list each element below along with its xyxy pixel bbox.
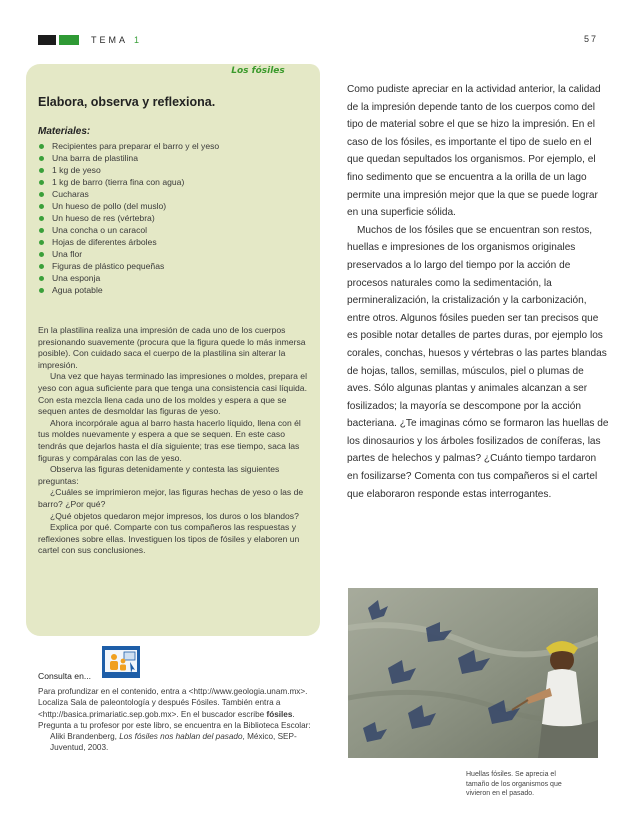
activity-title: Elabora, observa y reflexiona. <box>38 95 216 109</box>
list-item: Una flor <box>38 248 219 260</box>
page-number: 57 <box>583 34 598 44</box>
instruction-question: ¿Cuáles se imprimieron mejor, las figuras hechas de yeso o las de barro? ¿Por qué? <box>38 487 304 509</box>
list-item: Hojas de diferentes árboles <box>38 236 219 248</box>
consulta-punct: . <box>292 709 295 719</box>
consulta-reference <box>38 731 318 754</box>
consulta-text <box>38 686 318 720</box>
list-item: 1 kg de barro (tierra fina con agua) <box>38 176 219 188</box>
list-item: Cucharas <box>38 188 219 200</box>
main-paragraph: Muchos de los fósiles que se encuentran son restos, huellas e impresiones de los organismos originales preservados a lo largo del tiempo por la acción de procesos naturales como la sedimentación, la permineralización, la cristalización y la carbonización, entre otros. Algunos fósiles pueden ser tan precisos que es posible notar detalles de partes duras, por ejemplo los corales, conchas, huesos y vértebras o las partes blandas de hojas, tallos, semillas, músculos, piel o plumas de aves. Sólo algunas plantas y animales alcanzan a ser fosilizados; la mayoría se descompone por la acción bacteriana. ¿Te imaginas cómo se formaron las huellas de los dinosaurios y los árboles fosilizados de coníferas, las partes de helechos y palmas? ¿Cuánto tiempo tardaron en fosilizarse? Comenta con tus compañeros si el cartel que elaboraron responde estas interrogantes. <box>347 224 609 500</box>
header-tema-number: 1 <box>134 35 142 45</box>
caption-line: vivieron en el pasado. <box>466 790 535 798</box>
list-item: Un hueso de res (vértebra) <box>38 212 219 224</box>
list-item: Un hueso de pollo (del muslo) <box>38 200 219 212</box>
consulta-label: Consulta en... <box>38 671 92 681</box>
list-item: Una esponja <box>38 272 219 284</box>
consulta-keyword: fósiles <box>266 709 293 719</box>
instruction-paragraph: Observa las figuras detenidamente y contesta las siguientes preguntas: <box>38 464 280 486</box>
fossil-footprints-illustration <box>348 588 598 758</box>
header-black-bar <box>38 35 56 45</box>
list-item: Una concha o un caracol <box>38 224 219 236</box>
ref-title: Los fósiles nos hablan del pasado <box>119 732 243 742</box>
activity-tab-title: Los fósiles <box>231 66 285 76</box>
instruction-question: ¿Qué objetos quedaron mejor impresos, los duros o los blandos? <box>50 510 299 521</box>
photo-caption <box>466 770 606 799</box>
ref-author: Aliki Brandenberg, <box>50 732 117 742</box>
consulta-text: Pregunta a tu profesor por este libro, se encuentra en la Biblioteca Escolar: <box>38 720 311 730</box>
caption-line: tamaño de los organismos que <box>466 780 562 788</box>
list-item: Agua potable <box>38 284 219 296</box>
list-item: Figuras de plástico pequeñas <box>38 260 219 272</box>
materials-title: Materiales: <box>38 126 91 137</box>
fossil-footprints-photo <box>348 588 598 758</box>
main-text <box>347 81 609 503</box>
instruction-paragraph: Una vez que hayas terminado las impresiones o moldes, prepara el yeso con agua suficiente para que tenga una consistencia casi líquida. Con esta mezcla llena cada uno de los moldes y espera a que se sequen antes de desmoldar las figuras de yeso. <box>38 371 307 417</box>
list-item: 1 kg de yeso <box>38 164 219 176</box>
main-paragraph: Como pudiste apreciar en la actividad anterior, la calidad de la impresión depende tanto de los cuerpos como del tipo de material sobre el que se hizo la impresión. En el caso de los fósiles, es importante el tipo de suelo en el que quedan sepultados los organismos. Por ejemplo, el fino sedimento que se encuentra a la orilla de un lago permite una impresión mejor que la que se puede lograr en una superficie sólida. <box>347 84 601 219</box>
page-header <box>38 32 141 48</box>
list-item: Recipientes para preparar el barro y el yeso <box>38 140 219 152</box>
instruction-paragraph: Ahora incorpórale agua al barro hasta hacerlo líquido, llena con él tus moldes nuevamente y espera a que se sequen. En este caso tendrás que dejarlos hasta el día siguiente; tras ese tiempo, saca las figuras y compáralas con las de yeso. <box>38 417 301 463</box>
instruction-paragraph: En la plastilina realiza una impresión de cada uno de los cuerpos presionando suavemente (procura que la figura quede lo más inmersa posible). Con cuidado saca el cuerpo de la plastilina sin alterar la impresión. <box>38 325 306 370</box>
consulta-line: Para profundizar en el contenido, entra a <http://www.geologia.unam.mx>. Localiza Sala de paleontología y después Fósiles. También entra a <http://basica.primariatic.sep.gob.mx>. En el buscador escribe <box>38 687 308 719</box>
caption-line: Huellas fósiles. Se aprecia el <box>466 771 556 778</box>
people-computer-icon <box>102 646 140 678</box>
header-tema-label: TEMA <box>91 35 129 45</box>
consulta-body <box>38 686 318 754</box>
header-green-bar <box>59 35 79 45</box>
instruction-paragraph: Explica por qué. Comparte con tus compañeros las respuestas y reflexiones sobre ellas. Investiguen los tipos de fósiles y elaboren un cartel con sus conclusiones. <box>38 522 300 556</box>
list-item: Una barra de plastilina <box>38 152 219 164</box>
consulta-icon <box>102 646 140 678</box>
materials-list <box>38 140 219 296</box>
ref-publisher: , México, SEP-Juventud, 2003. <box>50 732 297 753</box>
activity-instructions <box>38 325 310 557</box>
